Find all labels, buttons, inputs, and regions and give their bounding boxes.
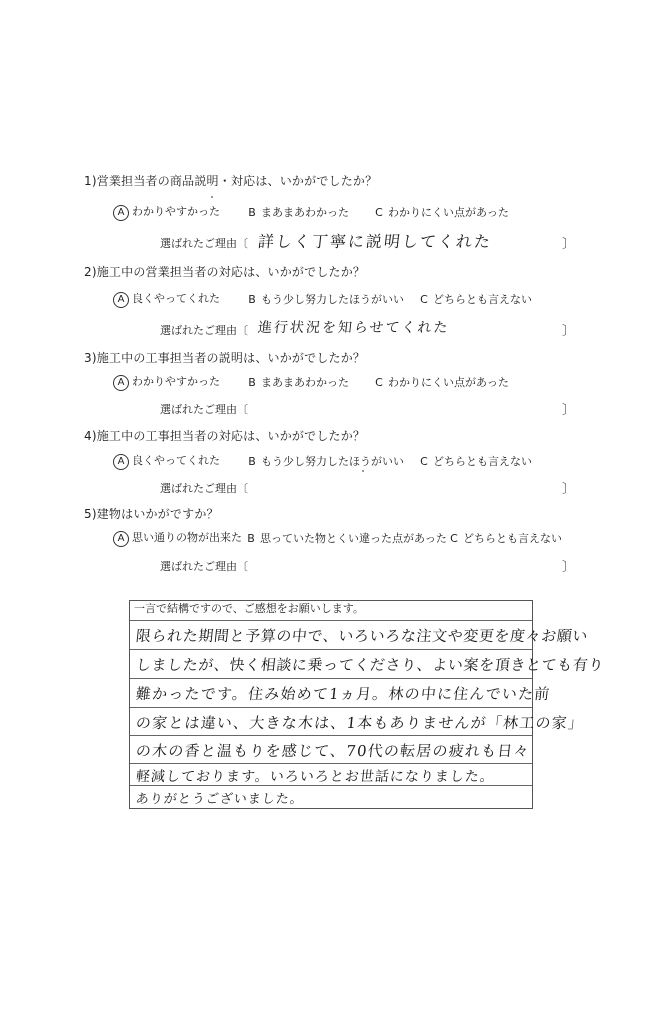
question-1-bracket-close: 〕 [562,237,576,252]
question-1-title: 1)営業担当者の商品説明・対応は、いかがでしたか？ [84,174,378,188]
comment-line-6: 軽減しております。いろいろとお世話になりました。 [135,769,496,785]
scan-speck [211,196,213,198]
question-4-bracket-close: 〕 [562,482,576,497]
question-5-reason-label: 選ばれたご理由〔 [160,560,248,573]
comment-line-2: しましたが、快く相談に乗ってくださり、よい案を頂きとても有り [135,656,605,674]
comment-line-5: の木の香と温もりを感じて、70代の転居の疲れも日々 [135,742,531,760]
scan-speck [362,470,364,472]
question-2-title: 2)施工中の営業担当者の対応は、いかがでしたか？ [84,265,366,279]
comment-line-3: 難かったです。住み始めて1ヵ月。林の中に住んでいた前 [135,685,552,703]
selected-circle-icon: A [113,454,129,470]
question-2-option-b: B もう少し努力したほうがいい [248,293,404,306]
question-4-title: 4)施工中の工事担当者の対応は、いかがでしたか？ [84,429,366,443]
question-5-bracket-close: 〕 [562,560,576,575]
question-4-reason-label: 選ばれたご理由〔 [160,482,248,495]
ruled-line [130,707,532,708]
question-5-option-b: B 思っていた物とくい違った点があった [247,532,447,545]
question-1-option-b: B まあまあわかった [248,206,349,219]
question-4-option-b: B もう少し努力したほうがいい [248,455,404,468]
ruled-line [130,763,532,764]
selected-circle-icon: A [113,531,129,547]
ruled-line [130,735,532,736]
question-1-reason-label: 選ばれたご理由〔 [160,237,248,250]
comment-box-header: 一言で結構ですので、ご感想をお願いします。 [134,602,364,615]
question-3-bracket-close: 〕 [562,403,576,418]
comment-box [129,600,605,809]
ruled-line [130,678,532,679]
selected-circle-icon: A [113,375,129,391]
question-5-title: 5)建物はいかがですか？ [84,507,219,521]
question-4-option-c: C どちらとも言えない [420,455,532,468]
ruled-line [130,620,532,621]
question-3-title: 3)施工中の工事担当者の説明は、いかがでしたか？ [84,351,366,365]
selected-circle-icon: A [113,292,129,308]
question-2-option-a: A 良くやってくれた [113,290,220,308]
comment-line-1: 限られた期間と予算の中で、いろいろな注文や変更を度々お願い [135,627,590,645]
question-4-option-a: A 良くやってくれた [113,452,220,470]
question-2-option-c: C どちらとも言えない [420,293,532,306]
comment-line-4: の家とは違い、大きな木は、1本もありませんが「林工の家」 [135,714,586,732]
question-1-option-c: C わかりにくい点があった [375,206,509,219]
question-2-bracket-close: 〕 [562,324,576,339]
ruled-line [130,649,532,650]
question-1-option-a: A わかりやすかった [113,203,220,221]
question-2-reason-handwritten: 進行状況を知らせてくれた [257,320,451,336]
question-3-option-b: B まあまあわかった [248,376,349,389]
question-5-option-a: A 思い通りの物が出来た [113,529,242,547]
comment-line-7: ありがとうございました。 [135,792,305,807]
question-3-reason-label: 選ばれたご理由〔 [160,403,248,416]
question-3-option-a: A わかりやすかった [113,373,220,391]
question-2-reason-label: 選ばれたご理由〔 [160,324,248,337]
question-3-option-c: C わかりにくい点があった [375,376,509,389]
question-1-reason-handwritten: 詳しく丁寧に説明してくれた [256,232,493,251]
question-5-option-c: C どちらとも言えない [450,532,562,545]
selected-circle-icon: A [113,205,129,221]
